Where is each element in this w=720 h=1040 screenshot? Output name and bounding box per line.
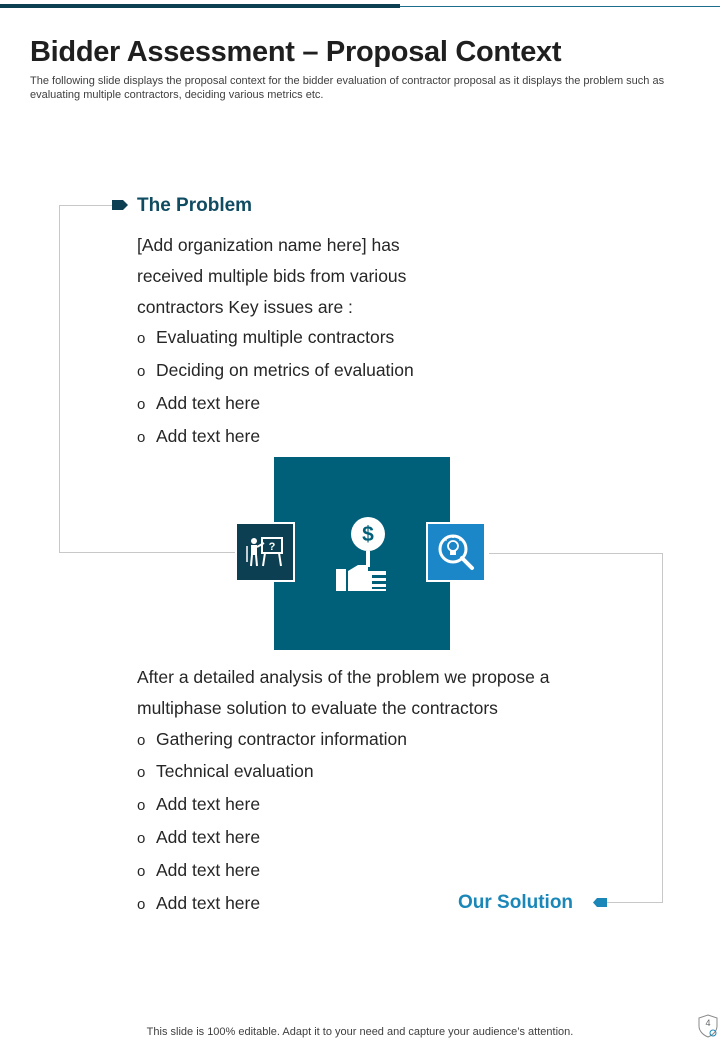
list-item: o Technical evaluation <box>137 756 607 789</box>
center-graphic-box <box>274 457 450 650</box>
list-item: o Add text here <box>137 888 607 921</box>
problem-heading: The Problem <box>137 195 253 216</box>
footer-note: This slide is 100% editable. Adapt it to your need and capture your audience’s attention. <box>146 1026 574 1038</box>
list-item: o Gathering contractor information <box>137 724 607 757</box>
svg-text:?: ? <box>268 541 276 553</box>
problem-text <box>137 230 437 454</box>
presentation-question-icon <box>237 524 293 580</box>
solution-tag-icon <box>592 897 608 908</box>
list-item: o Add text here <box>137 855 607 888</box>
page-title: Bidder Assessment – Proposal Context <box>30 36 562 68</box>
solution-intro-line: After a detailed analysis of the problem we propose a <box>137 667 550 687</box>
insight-box <box>426 522 486 582</box>
page-subtitle: The following slide displays the proposal context for the bidder evaluation of contractor proposal as it displays the problem such as evaluating multiple contractors, deciding various metrics etc. <box>30 75 665 101</box>
bullet-marker: o <box>137 764 146 782</box>
bullet-marker: o <box>137 428 146 446</box>
bullet-marker: o <box>137 363 146 381</box>
solution-intro-line: multiphase solution to evaluate the contractors <box>137 697 498 718</box>
list-item: o Evaluating multiple contractors <box>137 322 437 355</box>
solution-connector-top <box>489 553 663 554</box>
bullet-marker: o <box>137 797 146 815</box>
list-item: o Deciding on metrics of evaluation <box>137 355 437 388</box>
problem-connector-bottom <box>59 552 235 553</box>
lightbulb-search-icon <box>428 524 484 580</box>
problem-connector-left <box>59 205 60 553</box>
problem-intro-line: [Add organization name here] has <box>137 235 400 255</box>
problem-connector-top <box>59 205 113 206</box>
problem-tag-icon <box>111 199 129 211</box>
solution-list <box>137 724 607 921</box>
page-number: 4 <box>705 1018 711 1028</box>
bullet-marker: o <box>137 862 146 880</box>
bullet-marker: o <box>137 829 146 847</box>
problem-intro-line: contractors Key issues are : <box>137 296 353 317</box>
solution-connector-right <box>662 553 663 903</box>
bullet-marker: o <box>137 330 146 348</box>
page-number-badge <box>697 1014 719 1038</box>
list-item: o Add text here <box>137 789 607 822</box>
list-item: o Add text here <box>137 421 437 454</box>
svg-text:$: $ <box>362 523 374 546</box>
solution-text <box>137 662 607 920</box>
bullet-marker: o <box>137 395 146 413</box>
solution-heading: Our Solution <box>458 892 574 913</box>
hand-dollar-icon <box>334 515 394 593</box>
list-item: o Add text here <box>137 822 607 855</box>
presentation-box <box>235 522 295 582</box>
bullet-marker: o <box>137 731 146 749</box>
bullet-marker: o <box>137 895 146 913</box>
solution-connector-bottom <box>607 902 663 903</box>
list-item: o Add text here <box>137 388 437 421</box>
problem-intro-line: received multiple bids from various <box>137 265 407 286</box>
top-accent-line <box>400 6 720 7</box>
top-accent-bar <box>0 4 400 8</box>
problem-list <box>137 322 437 453</box>
